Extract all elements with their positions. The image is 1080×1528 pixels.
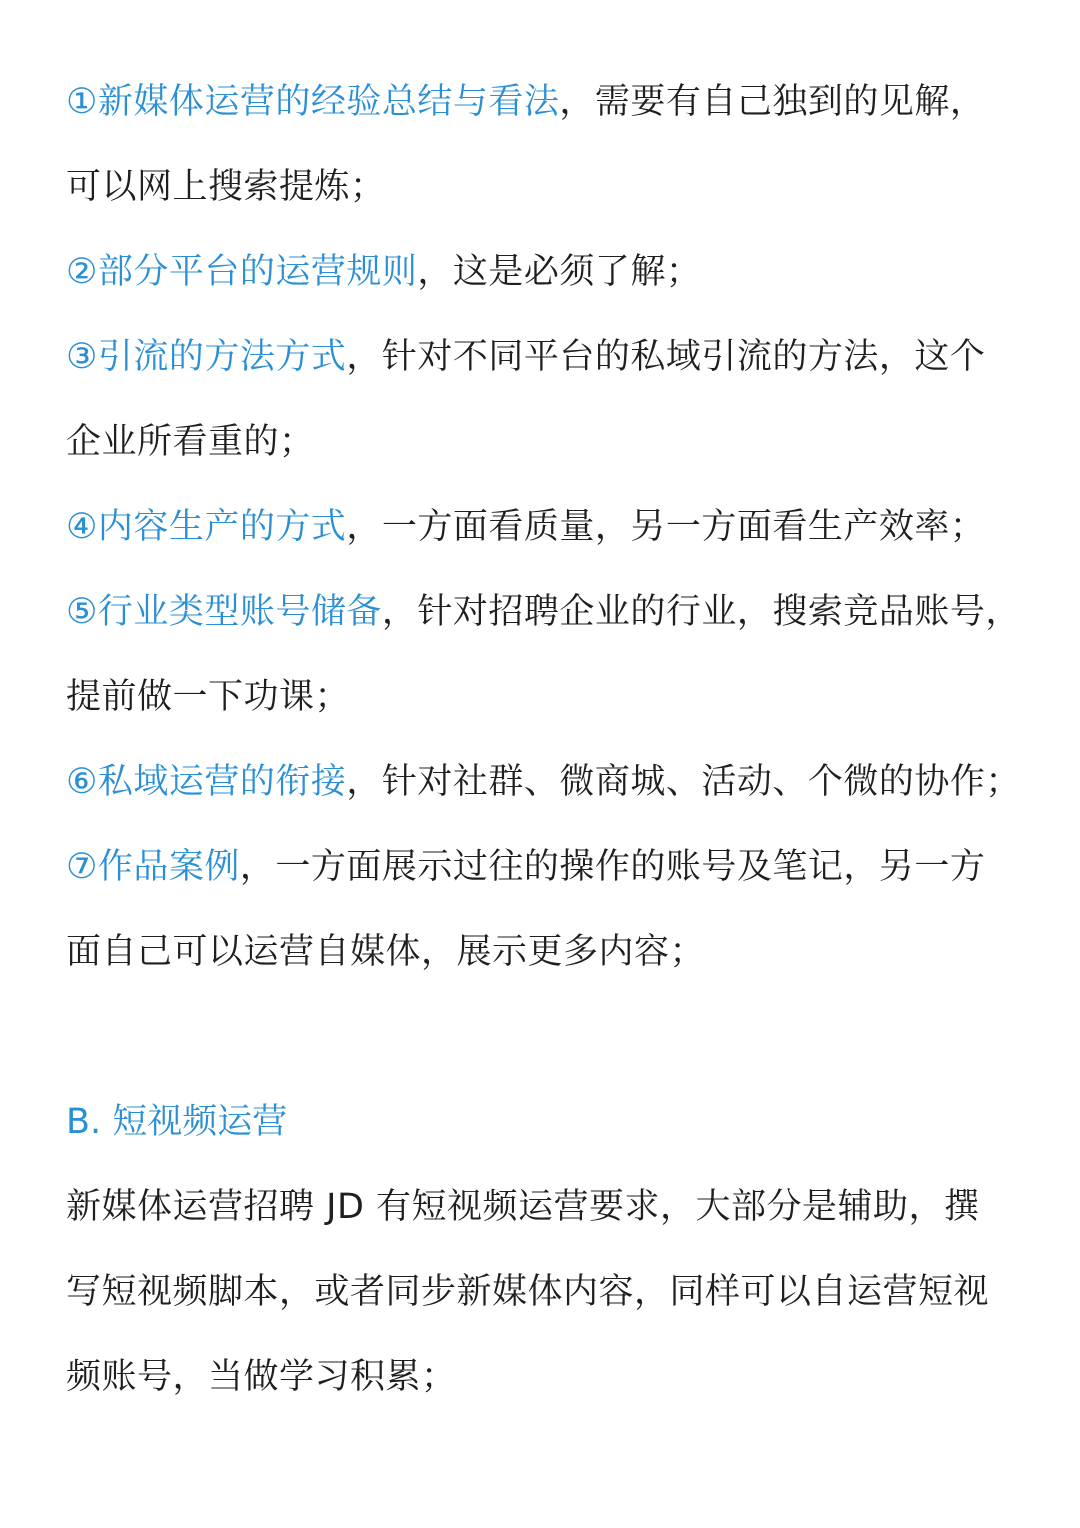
section-b-line-2: 写短视频脚本，或者同步新媒体内容，同样可以自运营短视	[66, 1272, 990, 1312]
item-2-line-1	[66, 230, 1018, 315]
item-7-line-2: 面自己可以运营自媒体，展示更多内容；	[66, 932, 706, 972]
section-spacer	[66, 995, 1018, 1080]
item-5-text: ，针对招聘企业的行业，搜索竞品账号，	[381, 592, 1021, 632]
section-b-title: B. 短视频运营	[66, 1102, 288, 1142]
item-6-text: ，针对社群、微商城、活动、个微的协作；	[346, 762, 1021, 802]
item-6-highlight: ⑥私域运营的衔接	[66, 762, 347, 802]
item-2-text: ，这是必须了解；	[417, 252, 702, 292]
item-1-highlight: ①新媒体运营的经验总结与看法	[66, 82, 560, 122]
item-1-text: ，需要有自己独到的见解，	[559, 82, 986, 122]
item-4-highlight: ④内容生产的方式	[66, 507, 347, 547]
item-5-highlight: ⑤行业类型账号储备	[66, 592, 382, 632]
section-b-line-1: 新媒体运营招聘 JD 有短视频运营要求，大部分是辅助，撰	[66, 1187, 980, 1227]
item-5-line-1	[66, 570, 1021, 655]
item-3-line-1	[66, 315, 1018, 400]
item-7-text: ，一方面展示过往的操作的账号及笔记，另一方	[239, 847, 986, 887]
item-4-line-1	[66, 485, 1018, 570]
item-6-line-1	[66, 740, 1021, 825]
article-body	[66, 60, 1021, 1420]
item-2-highlight: ②部分平台的运营规则	[66, 252, 418, 292]
item-4-text: ，一方面看质量，另一方面看生产效率；	[346, 507, 986, 547]
item-3-text: ，针对不同平台的私域引流的方法，这个	[346, 337, 986, 377]
item-5-line-2: 提前做一下功课；	[66, 677, 351, 717]
item-1-line-2: 可以网上搜索提炼；	[66, 167, 386, 207]
item-3-line-2: 企业所看重的；	[66, 422, 315, 462]
item-7-highlight: ⑦作品案例	[66, 847, 240, 887]
item-3-highlight: ③引流的方法方式	[66, 337, 347, 377]
section-b-line-3: 频账号，当做学习积累；	[66, 1357, 457, 1397]
item-7-line-1	[66, 825, 1018, 910]
item-1-line-1	[66, 60, 1018, 145]
